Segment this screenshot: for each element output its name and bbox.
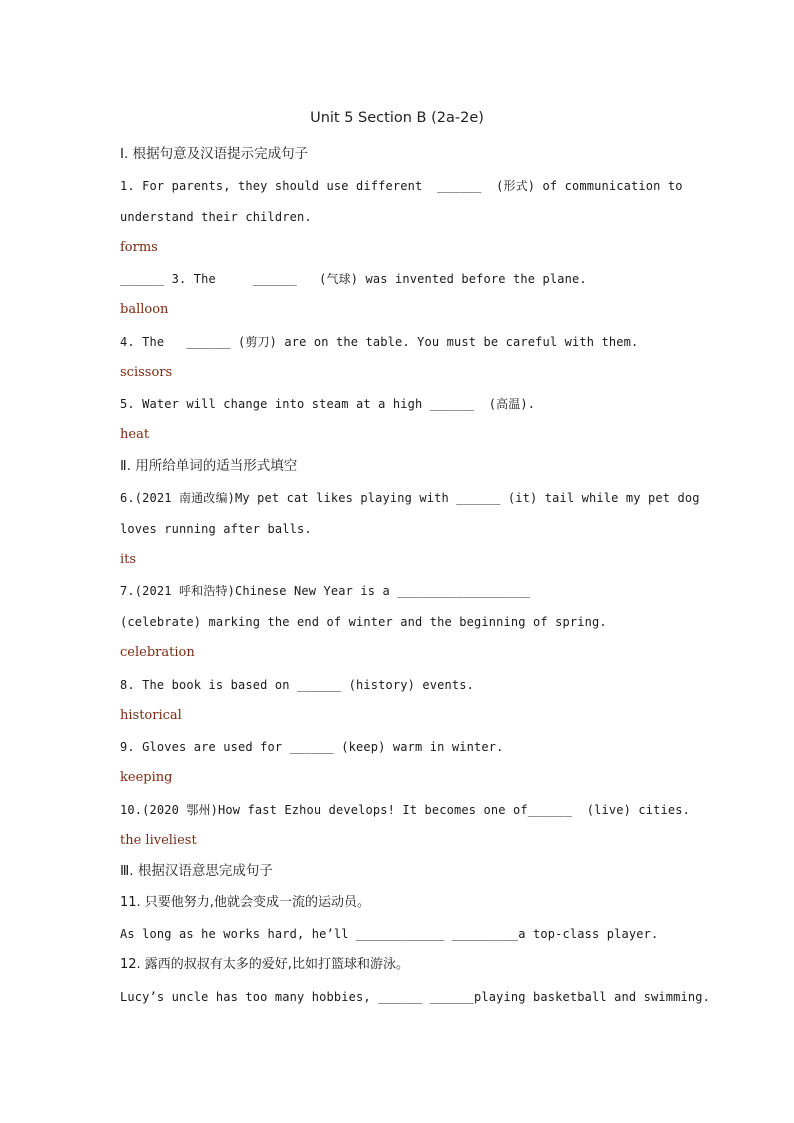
question-3: ______ 3. The ______ (气球) was invented before the plane. bbox=[120, 272, 587, 286]
question-7-line-2: (celebrate) marking the end of winter and the beginning of spring. bbox=[120, 615, 607, 629]
question-12-chinese: 12. 露西的叔叔有太多的爱好,比如打篮球和游泳。 bbox=[120, 957, 409, 972]
question-1-line-1: 1. For parents, they should use different ______ (形式) of communication to bbox=[120, 179, 683, 193]
question-11-english: As long as he works hard, he’ll ____________ _________a top-class player. bbox=[120, 927, 659, 941]
question-7-line-1: 7.(2021 呼和浩特)Chinese New Year is a __________________ bbox=[120, 584, 530, 598]
question-6-line-2: loves running after balls. bbox=[120, 522, 312, 536]
answer-4: scissors bbox=[120, 365, 173, 380]
question-5: 5. Water will change into steam at a high ______ (高温). bbox=[120, 397, 536, 411]
question-12-english: Lucy’s uncle has too many hobbies, ______ ______playing basketball and swimming. bbox=[120, 990, 710, 1004]
answer-1: forms bbox=[120, 240, 158, 255]
section-1-heading: Ⅰ. 根据句意及汉语提示完成句子 bbox=[120, 146, 309, 162]
page-title: Unit 5 Section B (2a-2e) bbox=[310, 110, 484, 126]
question-10: 10.(2020 鄂州)How fast Ezhou develops! It becomes one of______ (live) cities. bbox=[120, 803, 691, 817]
answer-10: the liveliest bbox=[120, 833, 197, 848]
question-8: 8. The book is based on ______ (history) events. bbox=[120, 678, 474, 692]
question-11-chinese: 11. 只要他努力,他就会变成一流的运动员。 bbox=[120, 895, 370, 910]
question-1-line-2: understand their children. bbox=[120, 210, 312, 224]
question-6-line-1: 6.(2021 南通改编)My pet cat likes playing with ______ (it) tail while my pet dog bbox=[120, 491, 700, 505]
answer-7: celebration bbox=[120, 645, 195, 660]
section-2-heading: Ⅱ. 用所给单词的适当形式填空 bbox=[120, 458, 298, 474]
question-4: 4. The ______ (剪刀) are on the table. You must be careful with them. bbox=[120, 335, 639, 349]
answer-8: historical bbox=[120, 708, 182, 723]
answer-5: heat bbox=[120, 427, 150, 442]
answer-3: balloon bbox=[120, 302, 169, 317]
question-9: 9. Gloves are used for ______ (keep) warm in winter. bbox=[120, 740, 504, 754]
answer-6: its bbox=[120, 552, 137, 567]
section-3-heading: Ⅲ. 根据汉语意思完成句子 bbox=[120, 863, 273, 879]
answer-9: keeping bbox=[120, 770, 173, 785]
